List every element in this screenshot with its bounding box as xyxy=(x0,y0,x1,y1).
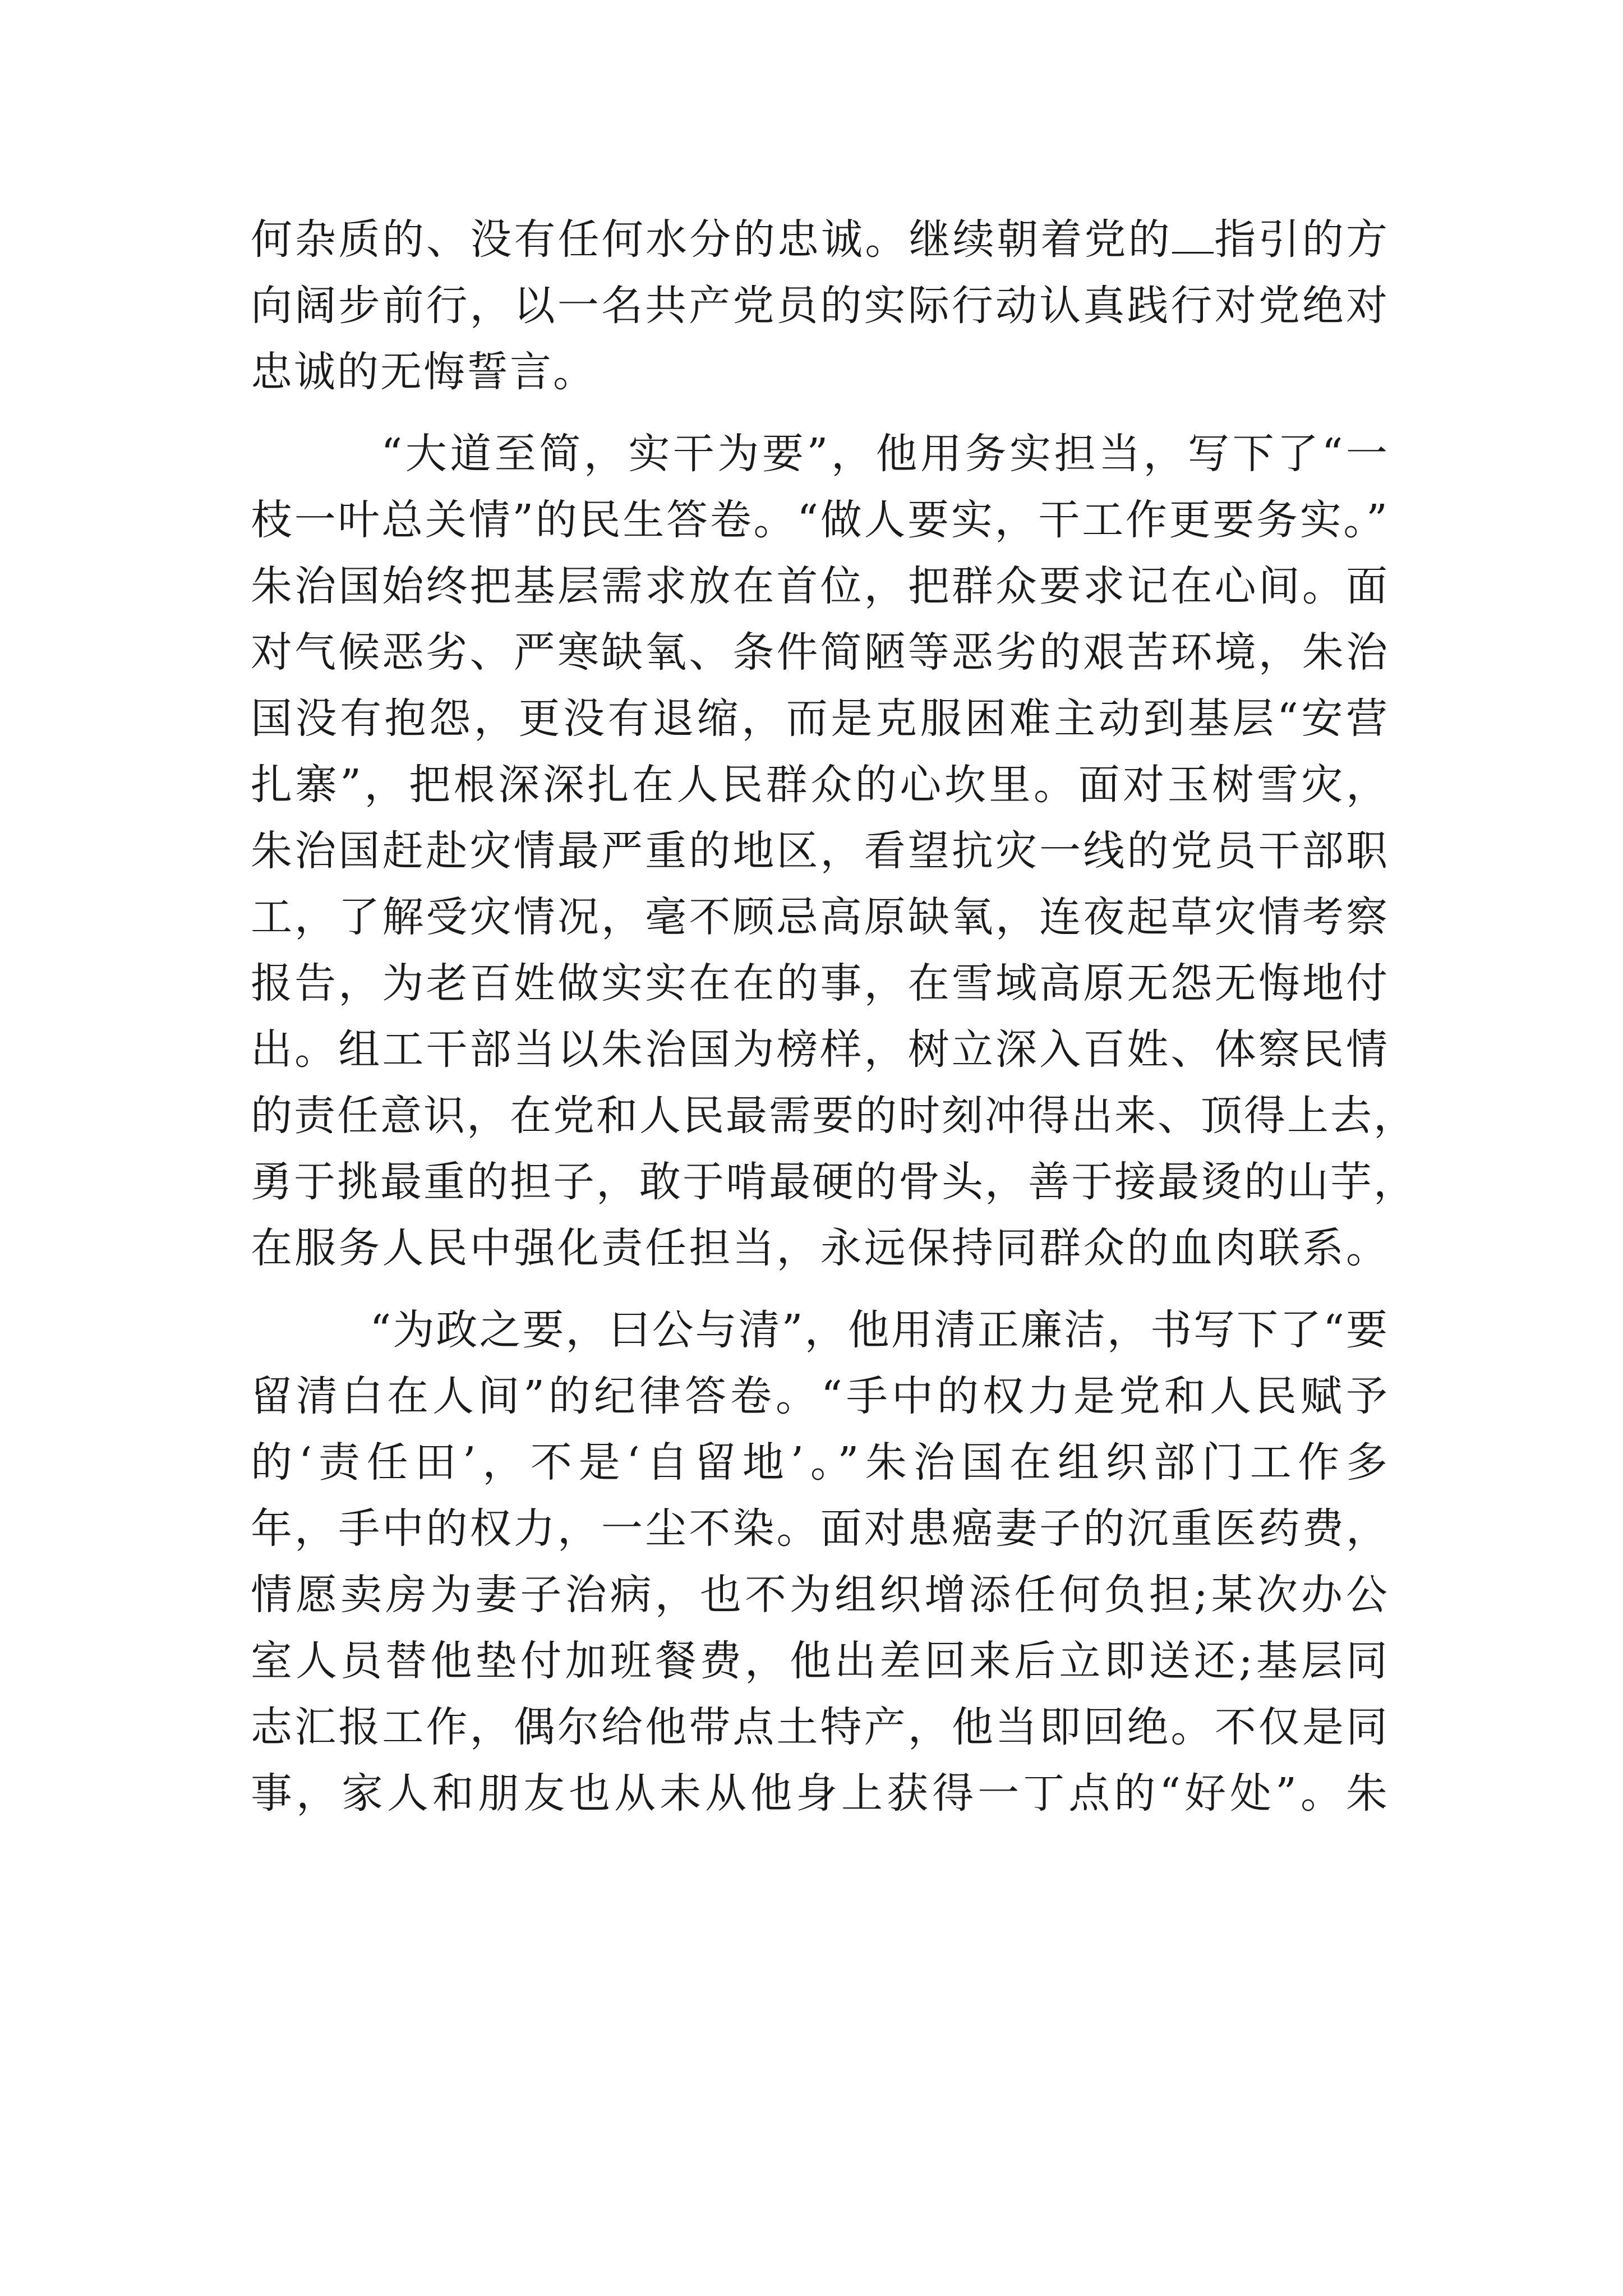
text-line: 在服务人民中强化责任担当，永远保持同群众的血肉联系。 xyxy=(251,1224,1389,1272)
text-line: 朱治国赶赴灾情最严重的地区，看望抗灾一线的党员干部职 xyxy=(251,827,1389,875)
text-line: 国没有抱怨，更没有退缩，而是克服困难主动到基层“安营 xyxy=(251,694,1389,743)
text-line: 朱治国始终把基层需求放在首位，把群众要求记在心间。面 xyxy=(251,562,1389,610)
text-line: 对气候恶劣、严寒缺氧、条件简陋等恶劣的艰苦环境，朱治 xyxy=(251,628,1389,677)
paragraph-first-line: “为政之要，曰公与清”，他用清正廉洁，书写下了“要 xyxy=(251,1306,1389,1354)
text-line: 志汇报工作，偶尔给他带点土特产，他当即回绝。不仅是同 xyxy=(251,1703,1389,1751)
text-line: 室人员替他垫付加班餐费，他出差回来后立即送还;基层同 xyxy=(251,1637,1389,1685)
text-line: 年，手中的权力，一尘不染。面对患癌妻子的沉重医药费， xyxy=(251,1504,1389,1553)
body-text xyxy=(251,206,1417,1826)
paragraph-first-line: “大道至简，实干为要”，他用务实担当，写下了“一 xyxy=(251,430,1389,478)
text-line: 枝一叶总关情”的民生答卷。“做人要实，干工作更要务实。” xyxy=(251,496,1389,544)
text-line: 的责任意识，在党和人民最需要的时刻冲得出来、顶得上去， xyxy=(251,1092,1417,1140)
text-line-part: 何杂质的、没有任何水分的忠诚。继续朝着党的 xyxy=(251,215,1173,264)
text-line: 工，了解受灾情况，毫不顾忌高原缺氧，连夜起草灾情考察 xyxy=(251,893,1389,941)
text-line: 出。组工干部当以朱治国为榜样，树立深入百姓、体察民情 xyxy=(251,1025,1389,1074)
text-line: 向阔步前行，以一名共产党员的实际行动认真践行对党绝对 xyxy=(251,282,1389,330)
text-line-part: 指引的方 xyxy=(1214,215,1390,264)
text-line: 忠诚的无悔誓言。 xyxy=(251,348,596,396)
text-line: 的‘责任田’，不是‘自留地’。”朱治国在组织部门工作多 xyxy=(251,1438,1389,1487)
text-line xyxy=(251,206,1389,273)
fill-in-blank xyxy=(1172,241,1214,254)
text-line: 情愿卖房为妻子治病，也不为组织增添任何负担;某次办公 xyxy=(251,1571,1389,1619)
text-line: 报告，为老百姓做实实在在的事，在雪域高原无怨无悔地付 xyxy=(251,959,1389,1007)
text-line: 扎寨”，把根深深扎在人民群众的心坎里。面对玉树雪灾， xyxy=(251,761,1389,809)
text-line: 事，家人和朋友也从未从他身上获得一丁点的“好处”。朱 xyxy=(251,1769,1389,1818)
text-line: 留清白在人间”的纪律答卷。“手中的权力是党和人民赋予 xyxy=(251,1372,1389,1420)
text-line: 勇于挑最重的担子，敢于啃最硬的骨头，善于接最烫的山芋， xyxy=(251,1158,1417,1206)
